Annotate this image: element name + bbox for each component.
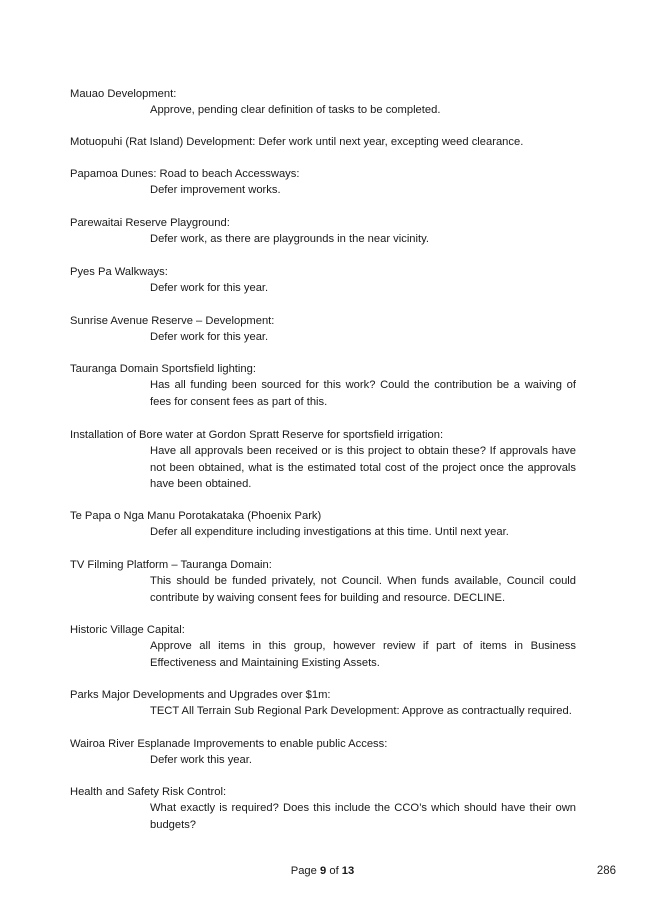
footer-middle: of <box>326 865 342 877</box>
footer-current-page: 9 <box>320 865 327 877</box>
entry-detail: TECT All Terrain Sub Regional Park Development: Approve as contractually required. <box>150 705 572 718</box>
entry-wairoa-river-esplanade <box>70 736 576 769</box>
corner-page-number: 286 <box>596 865 616 877</box>
entry-tv-filming-platform <box>70 557 576 606</box>
entry-parewaitai-playground <box>70 215 576 248</box>
entry-detail: Defer work for this year. <box>150 282 269 295</box>
entry-bore-water-installation <box>70 427 576 492</box>
entry-heading: Pyes Pa Walkways: <box>70 266 168 278</box>
entry-heading: Tauranga Domain Sportsfield lighting: <box>70 363 256 375</box>
entry-sunrise-avenue-reserve <box>70 313 576 346</box>
entry-heading: Parewaitai Reserve Playground: <box>70 217 230 229</box>
footer-total-pages: 13 <box>341 865 355 877</box>
entry-heading: Papamoa Dunes: Road to beach Accessways: <box>70 168 300 180</box>
entry-historic-village-capital <box>70 622 576 671</box>
entry-heading: Wairoa River Esplanade Improvements to enable public Access: <box>70 738 388 750</box>
entry-tauranga-domain-lighting <box>70 361 576 410</box>
entry-heading: TV Filming Platform – Tauranga Domain: <box>70 559 272 571</box>
entry-heading: Installation of Bore water at Gordon Spratt Reserve for sportsfield irrigation: <box>70 429 444 441</box>
entry-motuopuhi-development <box>70 134 576 150</box>
entry-parks-major-developments <box>70 687 576 720</box>
entry-detail: Defer all expenditure including investigations at this time. Until next year. <box>150 526 509 539</box>
entry-heading: Historic Village Capital: <box>70 624 185 636</box>
entry-detail: Defer work this year. <box>150 754 252 767</box>
entry-papamoa-dunes <box>70 166 576 199</box>
entry-te-papa-o-nga-manu <box>70 508 576 541</box>
entry-heading: Sunrise Avenue Reserve – Development: <box>70 315 275 327</box>
entry-heading: Mauao Development: <box>70 88 177 100</box>
entry-mauao-development <box>70 86 576 119</box>
entry-heading: Parks Major Developments and Upgrades over $1m: <box>70 689 331 701</box>
entry-detail: Defer improvement works. <box>150 184 281 197</box>
entry-pyes-pa-walkways <box>70 264 576 297</box>
entry-detail: Have all approvals been received or is this project to obtain these? If approvals have not been obtained, what is the estimated total cost of the project once the approvals have been obtained. <box>150 445 576 490</box>
entry-detail: Approve all items in this group, however review if part of items in Business Effectiveness and Maintaining Existing Assets. <box>150 640 576 669</box>
entry-health-safety-risk <box>70 784 576 833</box>
entry-detail: Has all funding been sourced for this work? Could the contribution be a waiving of fees for consent fees as part of this. <box>150 379 576 408</box>
page-footer <box>0 863 645 879</box>
entry-detail: Defer work, as there are playgrounds in the near vicinity. <box>150 233 429 246</box>
entry-heading: Motuopuhi (Rat Island) Development: Defer work until next year, excepting weed clearance. <box>70 136 524 148</box>
entry-detail: What exactly is required? Does this include the CCO’s which should have their own budgets? <box>150 802 576 831</box>
entry-detail: This should be funded privately, not Council. When funds available, Council could contribute by waiving consent fees for building and resource. DECLINE. <box>150 575 576 604</box>
footer-prefix: Page <box>290 865 320 877</box>
entry-detail: Approve, pending clear definition of tasks to be completed. <box>150 104 441 117</box>
entry-heading: Te Papa o Nga Manu Porotakataka (Phoenix Park) <box>70 510 322 522</box>
entry-detail: Defer work for this year. <box>150 331 269 344</box>
entry-heading: Health and Safety Risk Control: <box>70 786 227 798</box>
